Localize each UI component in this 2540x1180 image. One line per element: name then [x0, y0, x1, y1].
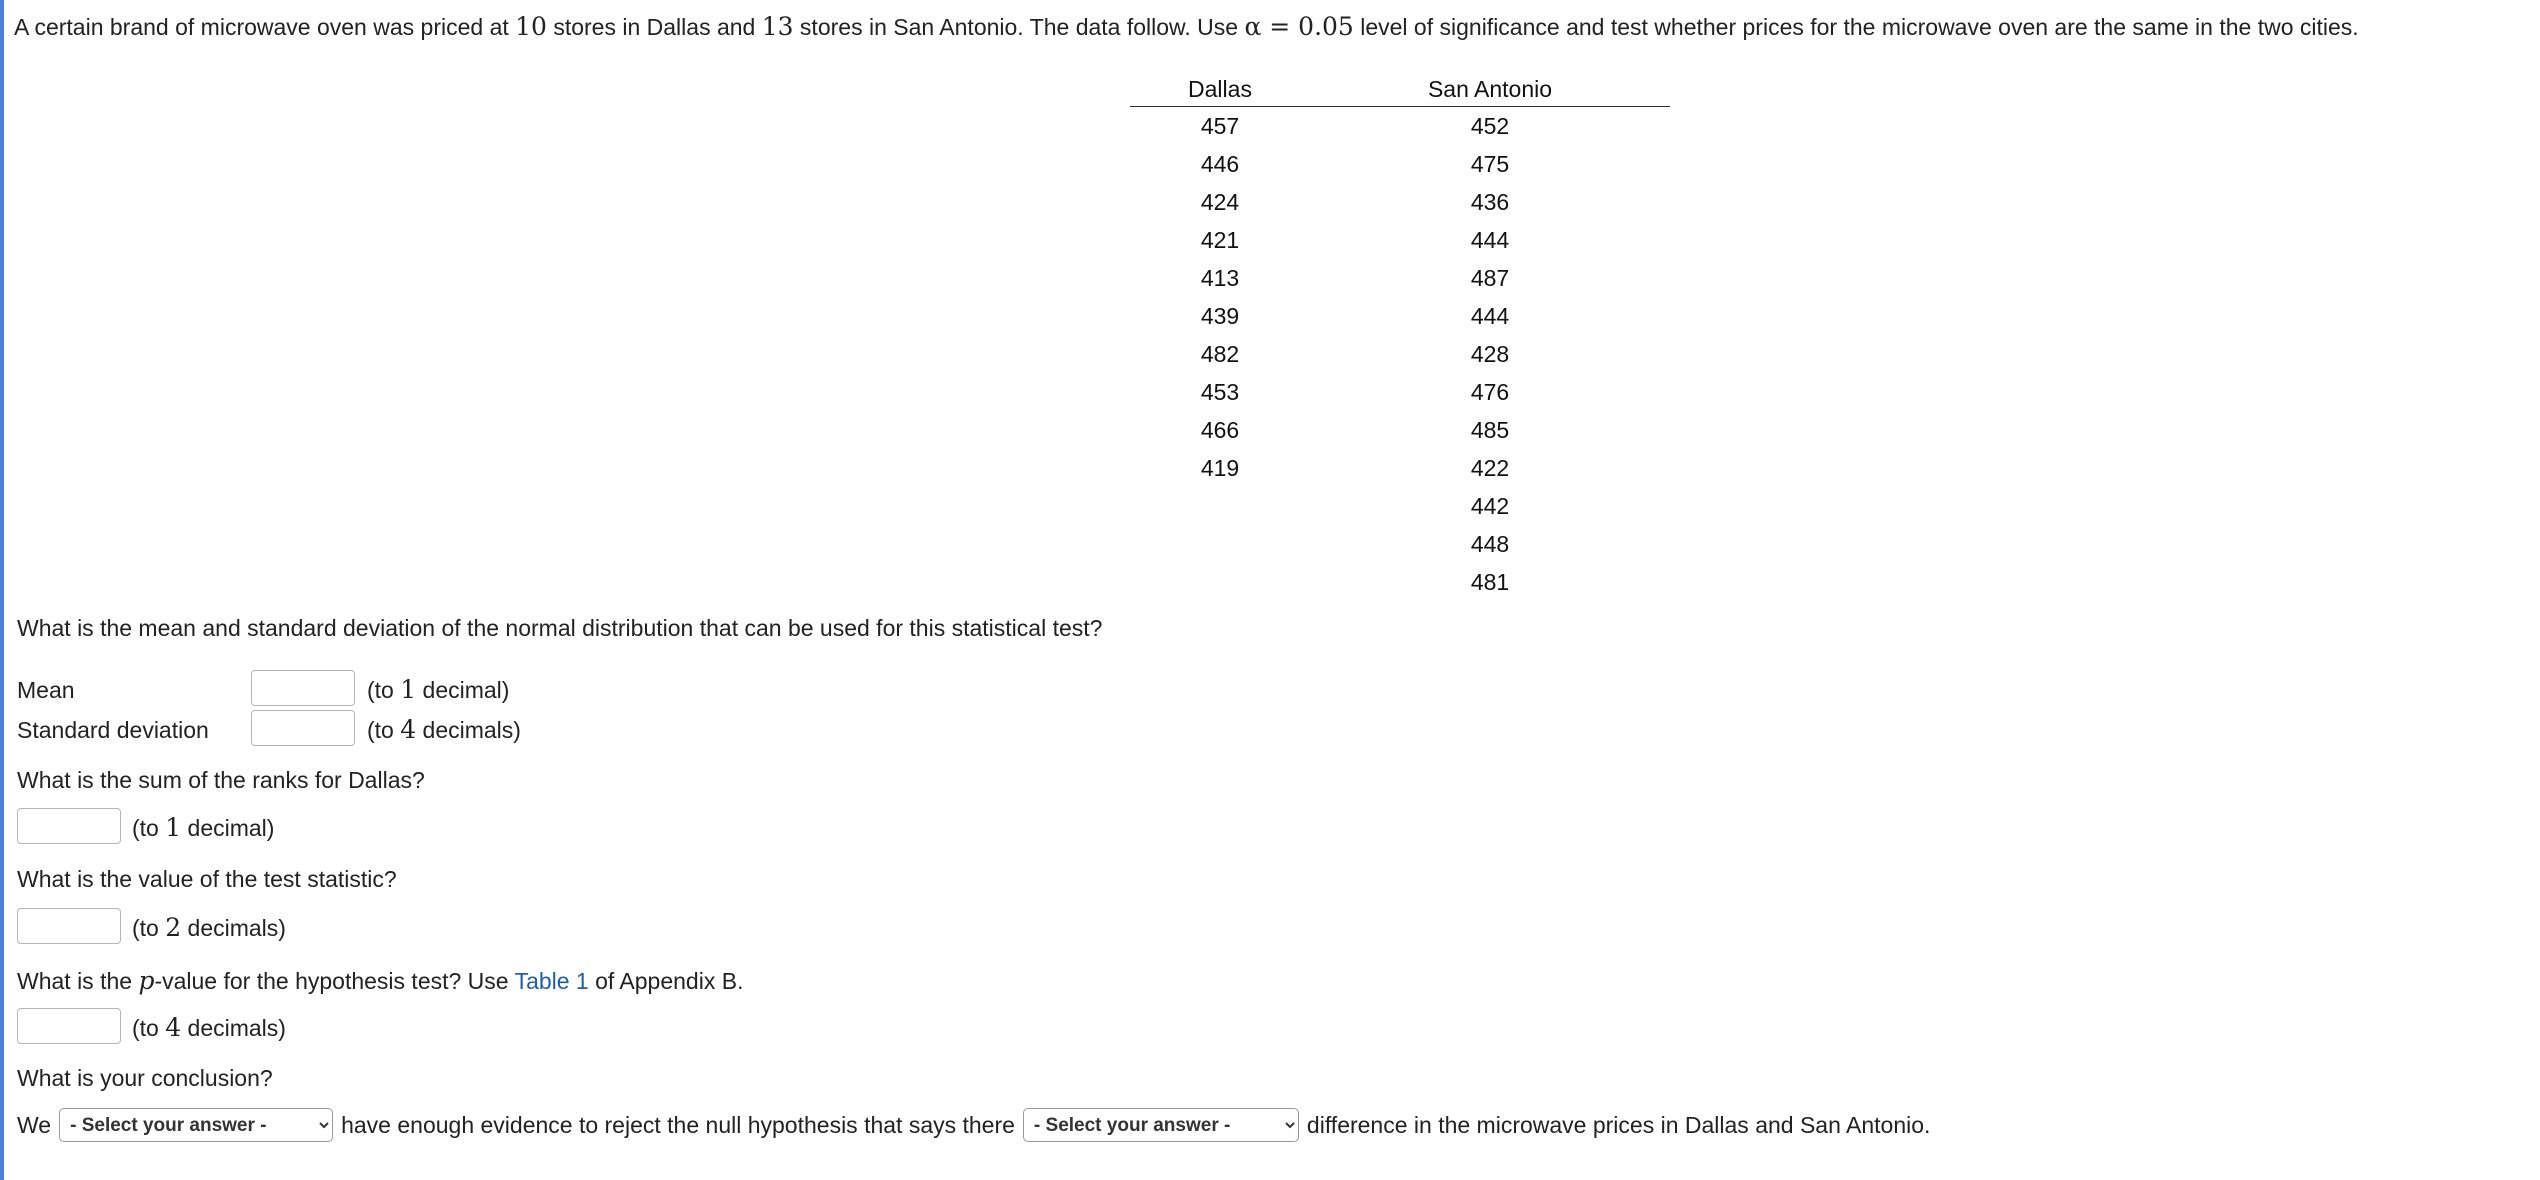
header-dallas: Dallas [1130, 72, 1310, 107]
dallas-price-cell [1130, 525, 1310, 563]
dallas-price-cell: 421 [1200, 226, 1240, 253]
price-data-table [1130, 72, 1670, 601]
table-row [1130, 335, 1670, 373]
table-row [1130, 259, 1670, 297]
dallas-price-cell: 446 [1200, 150, 1240, 177]
table-body [1130, 107, 1670, 602]
san-antonio-price-cell: 475 [1470, 150, 1510, 177]
dallas-price-cell: 457 [1200, 112, 1240, 139]
problem-statement: A certain brand of microwave oven was priced at 10 stores in Dallas and 13 stores in San Antonio. The data follow. Use α = 0.05 level of significance and test whether prices for the microwave oven are the same in the two cities. [14, 12, 2359, 41]
conclusion-end-text: difference in the microwave prices in Dallas and San Antonio. [1306, 1111, 1931, 1138]
question-p-value: What is the p-value for the hypothesis test? Use Table 1 of Appendix B. [17, 966, 744, 995]
p-value-input[interactable] [17, 1008, 121, 1044]
sd-precision-hint: (to 4 decimals) [367, 715, 521, 744]
san-antonio-price-cell: 442 [1470, 492, 1510, 519]
table-row [1130, 525, 1670, 563]
rank-sum-input[interactable] [17, 808, 121, 844]
question-test-statistic: What is the value of the test statistic? [17, 866, 397, 892]
table-row [1130, 373, 1670, 411]
dallas-price-cell: 466 [1200, 416, 1240, 443]
dallas-price-cell: 424 [1200, 188, 1240, 215]
dallas-price-cell: 419 [1200, 454, 1240, 481]
san-antonio-price-cell: 485 [1470, 416, 1510, 443]
conclusion-we: We [17, 1111, 52, 1138]
table-header-row [1130, 72, 1670, 107]
standard-deviation-label: Standard deviation [17, 717, 209, 743]
mean-label: Mean [17, 677, 75, 703]
table-row [1130, 563, 1670, 601]
dallas-price-cell: 482 [1200, 340, 1240, 367]
table-row [1130, 487, 1670, 525]
table-row [1130, 183, 1670, 221]
test-statistic-input[interactable] [17, 908, 121, 944]
table-row [1130, 297, 1670, 335]
dallas-store-count: 10 [515, 12, 547, 41]
standard-deviation-input[interactable] [251, 710, 355, 746]
header-san-antonio: San Antonio [1310, 72, 1670, 107]
san-antonio-price-cell: 448 [1470, 530, 1510, 557]
san-antonio-price-cell: 422 [1470, 454, 1510, 481]
san-antonio-price-cell: 487 [1470, 264, 1510, 291]
rank-sum-precision-hint: (to 1 decimal) [132, 813, 275, 842]
table-row [1130, 411, 1670, 449]
san-antonio-price-cell: 481 [1470, 568, 1510, 595]
san-antonio-price-cell: 428 [1470, 340, 1510, 367]
mean-input[interactable] [251, 670, 355, 706]
dallas-price-cell: 439 [1200, 302, 1240, 329]
table-1-link[interactable]: Table 1 [514, 968, 589, 994]
san-antonio-price-cell: 476 [1470, 378, 1510, 405]
mean-precision-hint: (to 1 decimal) [367, 675, 510, 704]
p-value-precision-hint: (to 4 decimals) [132, 1013, 286, 1042]
dallas-price-cell: 413 [1200, 264, 1240, 291]
question-conclusion: What is your conclusion? [17, 1065, 273, 1091]
table-row [1130, 107, 1670, 146]
dallas-price-cell [1130, 563, 1310, 601]
table-row [1130, 145, 1670, 183]
evidence-select[interactable] [59, 1108, 333, 1142]
table-row [1130, 449, 1670, 487]
san-antonio-price-cell: 444 [1470, 302, 1510, 329]
san-antonio-price-cell: 452 [1470, 112, 1510, 139]
san-antonio-store-count: 13 [761, 12, 794, 41]
alpha-expression: α = 0.05 [1244, 12, 1354, 41]
san-antonio-price-cell: 444 [1470, 226, 1510, 253]
test-statistic-precision-hint: (to 2 decimals) [132, 913, 286, 942]
dallas-price-cell: 453 [1200, 378, 1240, 405]
san-antonio-price-cell: 436 [1470, 188, 1510, 215]
table-row [1130, 221, 1670, 259]
dallas-price-cell [1130, 487, 1310, 525]
conclusion-middle-text: have enough evidence to reject the null hypothesis that says there [341, 1111, 1015, 1138]
conclusion-sentence [17, 1108, 1930, 1142]
difference-select[interactable] [1023, 1108, 1299, 1142]
question-rank-sum: What is the sum of the ranks for Dallas? [17, 767, 425, 793]
question-mean-sd: What is the mean and standard deviation of the normal distribution that can be used for this statistical test? [17, 615, 1103, 641]
